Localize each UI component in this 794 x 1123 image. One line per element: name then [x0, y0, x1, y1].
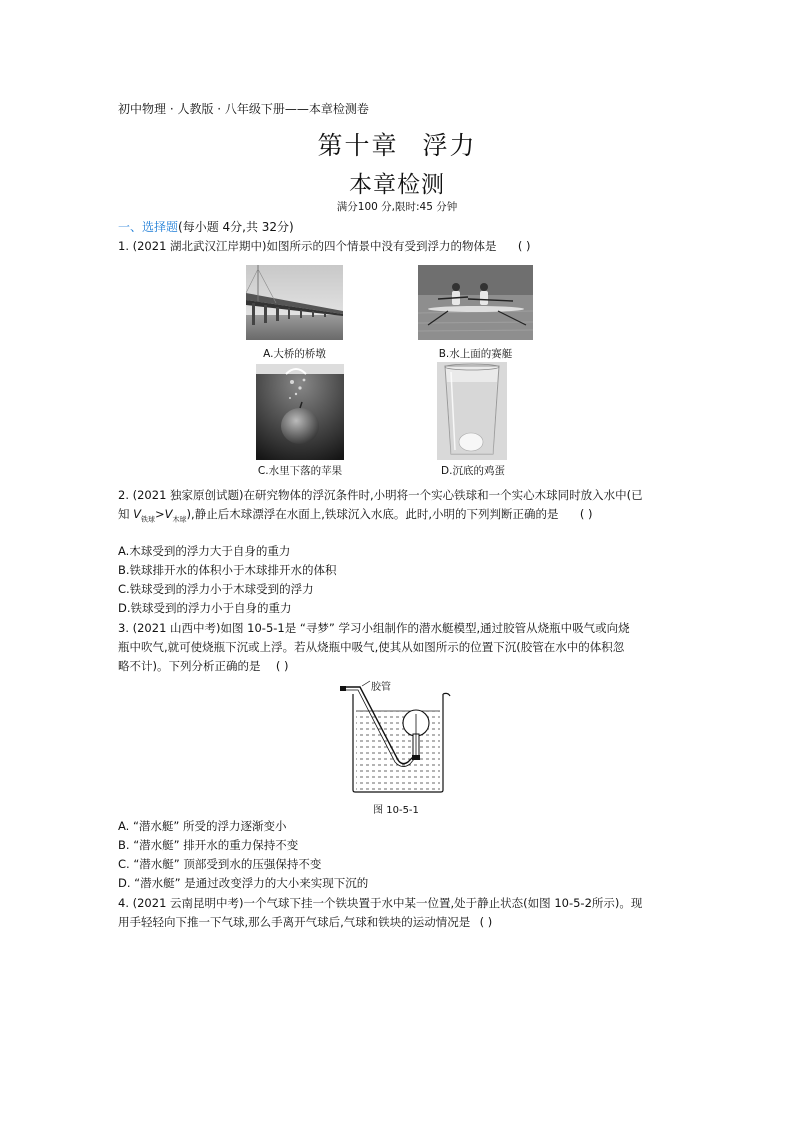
caption-b: B.水上面的赛艇: [438, 348, 513, 360]
caption-c: C.水里下落的苹果: [257, 465, 343, 477]
section-title: 一、选择题: [118, 220, 179, 234]
score-limit-line: 满分100 分,限时:45 分钟: [336, 201, 458, 213]
section-note: (每小题 4分,共 32分): [178, 220, 294, 234]
question-2-line-1: 2. (2021 独家原创试题)在研究物体的浮沉条件时,小明将一个实心铁球和一个实心木球同时放入水中(已: [118, 488, 643, 502]
question-3-line-2: 瓶中吹气,就可使烧瓶下沉或上浮。若从烧瓶中吸气,使其从如图所示的位置下沉(胶管在水中的体积忽: [118, 640, 625, 654]
figure-submarine-model: [336, 678, 456, 798]
question-4-line-2: [118, 913, 688, 932]
photo-bridge-piers: [246, 265, 343, 340]
sub-wood: 木球: [172, 515, 187, 524]
caption-a: A.大桥的桥墩: [263, 348, 326, 360]
question-3: [118, 619, 688, 676]
q2-option-c: C.铁球受到的浮力小于木球受到的浮力: [118, 582, 314, 596]
q3-option-b: B. “潜水艇” 排开水的重力保持不变: [118, 838, 299, 852]
series-line: 初中物理 · 人教版 · 八年级下册——本章检测卷: [118, 102, 369, 116]
question-2-prefix: 知: [118, 507, 134, 521]
caption-d: D.沉底的鸡蛋: [441, 465, 505, 477]
q2-option-b: B.铁球排开水的体积小于木球排开水的体积: [118, 563, 337, 577]
figure-10-5-1-caption: 图 10-5-1: [373, 805, 419, 816]
question-2: [118, 486, 688, 529]
question-2-suffix: ),静止后木球漂浮在水面上,铁球沉入水底。此时,小明的下列判断正确的是: [186, 507, 559, 521]
q2-option-a: A.木球受到的浮力大于自身的重力: [118, 544, 291, 558]
question-1-text: 1. (2021 湖北武汉江岸期中)如图所示的四个情景中没有受到浮力的物体是: [118, 239, 497, 253]
sub-iron: 铁球: [141, 515, 156, 524]
question-4-line-1: 4. (2021 云南昆明中考)一个气球下挂一个铁块置于水中某一位置,处于静止状态(如图 10-5-2所示)。现: [118, 896, 643, 910]
gt-sign: >: [155, 507, 165, 521]
tube-label: 胶管: [371, 682, 391, 693]
chapter-title: [0, 126, 794, 162]
question-4: [118, 894, 688, 932]
question-3-answer-paren: ( ): [275, 659, 289, 673]
chapter-topic: 浮力: [422, 131, 477, 160]
question-1: [118, 237, 680, 256]
question-2-answer-paren: ( ): [579, 507, 593, 521]
question-2-line-2: [118, 505, 688, 529]
question-1-answer-paren: ( ): [517, 239, 531, 253]
q3-option-d: D. “潜水艇” 是通过改变浮力的大小来实现下沉的: [118, 876, 369, 890]
question-4-answer-paren: ( ): [479, 915, 493, 929]
photo-sunken-egg: [437, 362, 507, 460]
section-choice-heading: [118, 218, 294, 235]
chapter-number: 第十章: [317, 131, 399, 160]
q3-option-a: A. “潜水艇” 所受的浮力逐渐变小: [118, 819, 287, 833]
page-subtitle: 本章检测: [349, 172, 445, 198]
question-3-line-3: [118, 657, 688, 676]
var-v-wood: V: [164, 507, 173, 521]
question-3-line-3-text: 略不计)。下列分析正确的是: [118, 659, 261, 673]
q2-option-d: D.铁球受到的浮力小于自身的重力: [118, 601, 292, 615]
q3-option-c: C. “潜水艇” 顶部受到水的压强保持不变: [118, 857, 322, 871]
photo-falling-apple: [256, 364, 344, 460]
photo-rowing-boat: [418, 265, 533, 340]
question-4-line-2-text: 用手轻轻向下推一下气球,那么手离开气球后,气球和铁块的运动情况是: [118, 915, 471, 929]
var-v-iron: V: [133, 507, 142, 521]
question-3-line-1: 3. (2021 山西中考)如图 10-5-1是 “寻梦” 学习小组制作的潜水艇模型,通过胶管从烧瓶中吸气或向烧: [118, 621, 630, 635]
